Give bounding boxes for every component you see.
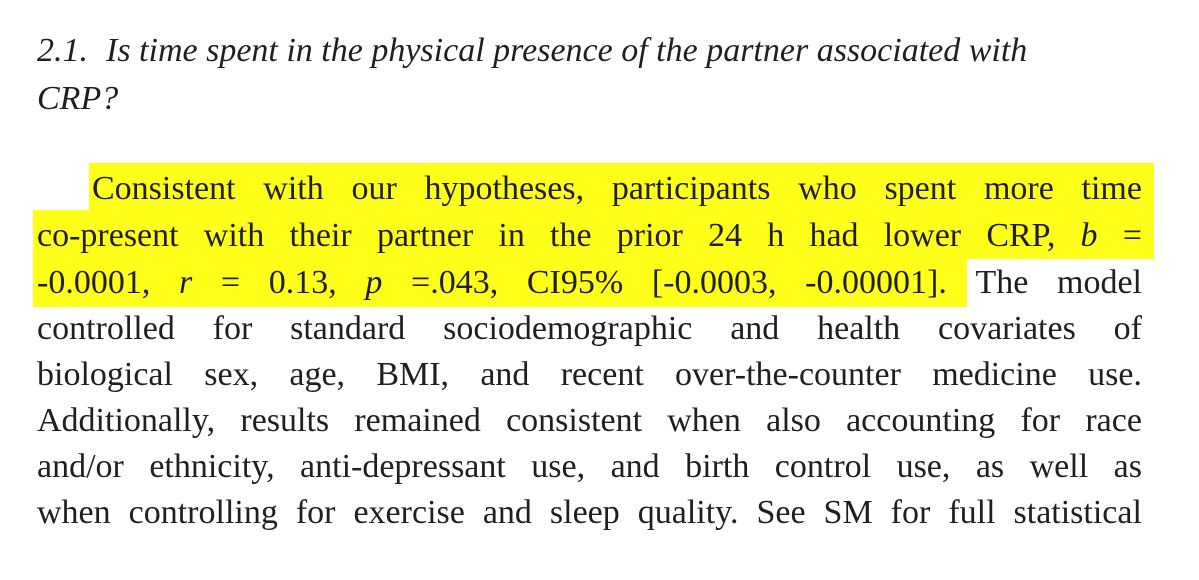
word: Additionally, (37, 402, 216, 439)
word: over-the-counter (675, 356, 901, 393)
word: for (295, 494, 336, 531)
word: more (983, 170, 1054, 207)
word: with (263, 170, 324, 207)
word: See (756, 494, 806, 531)
word: co-present (37, 217, 179, 254)
word: for (1020, 402, 1061, 439)
word: and (730, 310, 780, 347)
word: r (178, 264, 193, 301)
word: control (774, 448, 872, 485)
paragraph-line (37, 444, 1142, 490)
word: controlling (128, 494, 278, 531)
word: spent (884, 170, 957, 207)
word: sex, (204, 356, 259, 393)
word: for (890, 494, 931, 531)
word: BMI, (376, 356, 450, 393)
word: consistent (506, 402, 643, 439)
section-heading (37, 27, 1157, 123)
word: 0.13, (268, 264, 337, 301)
word: standard (290, 310, 406, 347)
word: p (365, 264, 383, 301)
word: partner (376, 217, 474, 254)
word: ethnicity, (149, 448, 275, 485)
word: age, (289, 356, 346, 393)
paragraph-line (37, 260, 1142, 306)
word: as (975, 448, 1005, 485)
word: the (550, 217, 592, 254)
word: well (1029, 448, 1089, 485)
word: statistical (1013, 494, 1142, 531)
word: -0.00001]. (805, 264, 947, 301)
word: controlled (37, 310, 175, 347)
paragraph-line (37, 490, 1142, 536)
word: for (212, 310, 253, 347)
word: exercise (353, 494, 465, 531)
word: quality. (637, 494, 739, 531)
word: and/or (37, 448, 124, 485)
word: h (767, 217, 785, 254)
word: sociodemographic (443, 310, 693, 347)
word: hypotheses, (424, 170, 585, 207)
word: race (1085, 402, 1142, 439)
word: birth (685, 448, 750, 485)
word: who (798, 170, 857, 207)
paragraph-line (37, 213, 1142, 259)
word: and (482, 494, 532, 531)
word: our (351, 170, 397, 207)
word: full (948, 494, 996, 531)
word: use. (1088, 356, 1142, 393)
word: with (203, 217, 265, 254)
word: of (1113, 310, 1142, 347)
word: CRP, (986, 217, 1056, 254)
word: and (610, 448, 660, 485)
word: sleep (549, 494, 620, 531)
word: -0.0001, (37, 264, 151, 301)
word: accounting (846, 402, 996, 439)
word: CI95% (526, 264, 624, 301)
word: Consistent (92, 170, 236, 207)
paragraph-line (37, 398, 1142, 444)
word: recent (560, 356, 644, 393)
word: participants (611, 170, 771, 207)
section-title-line1: Is time spent in the physical presence of the partner associated with (106, 32, 1028, 69)
word: The (975, 264, 1029, 301)
paragraph-line (37, 352, 1142, 398)
word: biological (37, 356, 173, 393)
word: [-0.0003, (651, 264, 777, 301)
word: medicine (932, 356, 1057, 393)
word: also (766, 402, 821, 439)
word: use, (896, 448, 951, 485)
word: lower (883, 217, 962, 254)
word: remained (354, 402, 481, 439)
word: their (289, 217, 352, 254)
paragraph-line (37, 306, 1142, 352)
word: prior (616, 217, 683, 254)
word: time (1081, 170, 1142, 207)
word: had (809, 217, 859, 254)
word: and (480, 356, 530, 393)
section-number: 2.1. (37, 32, 88, 69)
word: health (817, 310, 901, 347)
word: 24 (708, 217, 743, 254)
word: =.043, (411, 264, 499, 301)
word: use, (531, 448, 586, 485)
word: when (37, 494, 111, 531)
section-title-line2: CRP? (37, 80, 119, 117)
word: covariates (938, 310, 1076, 347)
word: when (667, 402, 741, 439)
word: as (1113, 448, 1142, 485)
word: SM (823, 494, 873, 531)
word: = (220, 264, 241, 301)
word: anti-depressant (300, 448, 506, 485)
paragraph-line (92, 166, 1142, 212)
word: = (1122, 217, 1142, 254)
word: in (498, 217, 525, 254)
word: model (1057, 264, 1142, 301)
word: results (240, 402, 330, 439)
word: b (1080, 217, 1098, 254)
